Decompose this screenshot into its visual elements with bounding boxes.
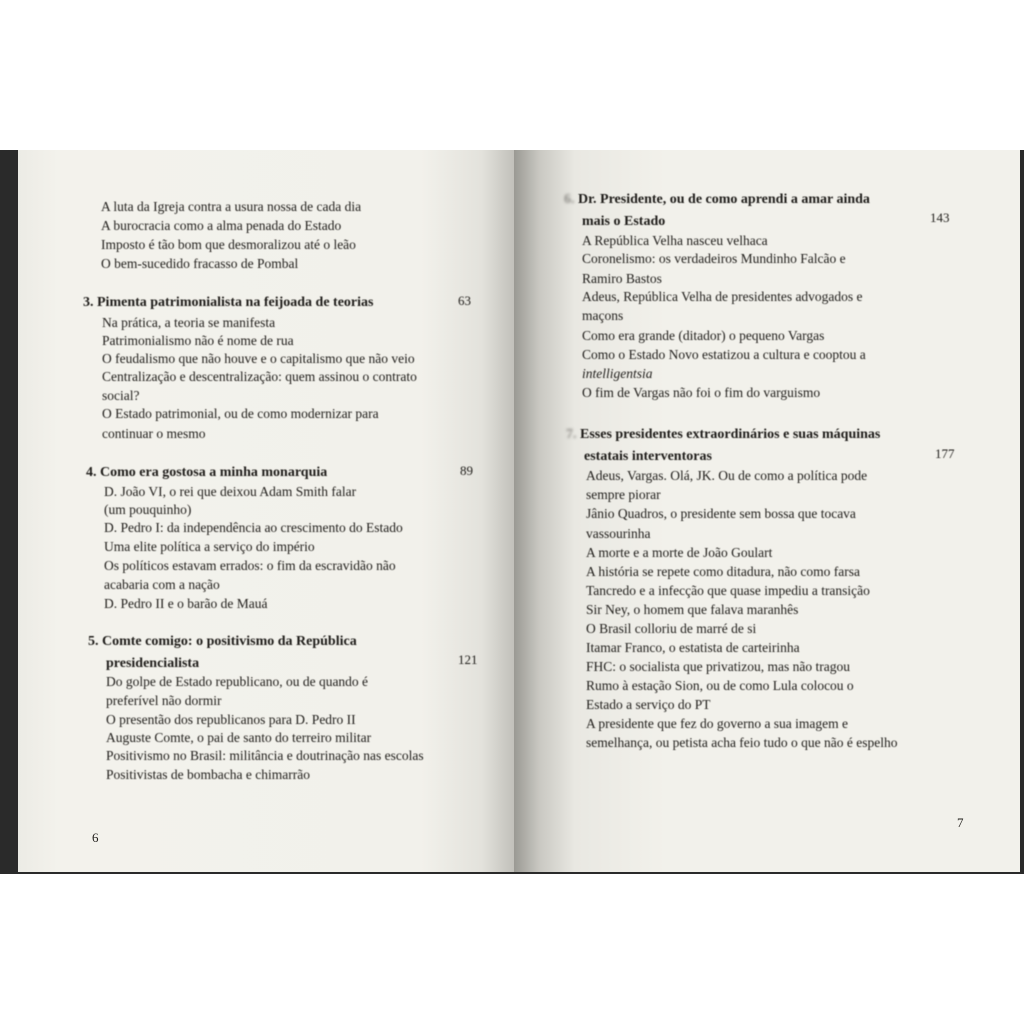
toc-item: O Brasil colloriu de marré de si <box>586 621 757 636</box>
toc-item: Rumo à estação Sion, ou de como Lula colocou o <box>586 678 854 693</box>
toc-item: Adeus, Vargas. Olá, JK. Ou de como a política pode <box>586 468 868 483</box>
toc-item: Auguste Comte, o pai de santo do terreiro militar <box>106 730 372 745</box>
toc-item: O feudalismo que não houve e o capitalismo que não veio <box>102 351 415 366</box>
toc-item: A burocracia como a alma penada do Estado <box>101 218 342 233</box>
chapter-number: 4. <box>86 465 97 480</box>
toc-item: Do golpe de Estado republicano, ou de quando é <box>106 674 369 689</box>
chapter-heading <box>564 192 870 208</box>
toc-item: Como o Estado Novo estatizou a cultura e cooptou a <box>582 347 866 362</box>
toc-item: semelhança, ou petista acha feio tudo o que não é espelho <box>586 735 898 750</box>
chapter-page-number: 89 <box>460 463 473 478</box>
chapter-page-number: 63 <box>458 293 471 308</box>
toc-item: (um pouquinho) <box>104 502 192 517</box>
toc-item: O fim de Vargas não foi o fim do varguismo <box>582 385 821 400</box>
toc-item: preferível não dormir <box>106 693 222 708</box>
chapter-heading <box>83 295 373 311</box>
toc-item: Como era grande (ditador) o pequeno Vargas <box>582 328 825 343</box>
toc-item: A presidente que fez do governo a sua imagem e <box>586 716 849 731</box>
toc-item: Adeus, República Velha de presidentes advogados e <box>582 289 863 304</box>
chapter-title-continued: estatais interventoras <box>584 449 712 464</box>
toc-item: acabaria com a nação <box>104 577 220 592</box>
toc-item: maçons <box>582 308 624 323</box>
chapter-heading <box>566 427 880 443</box>
toc-item: Estado a serviço do PT <box>586 697 711 712</box>
chapter-title-continued: mais o Estado <box>582 214 666 229</box>
chapter-page-number: 143 <box>930 210 950 225</box>
chapter-title: Comte comigo: o positivismo da República <box>102 634 357 649</box>
page-number-right: 7 <box>957 815 964 830</box>
toc-item: social? <box>102 388 140 403</box>
toc-item: Na prática, a teoria se manifesta <box>102 315 276 330</box>
toc-item: Uma elite política a serviço do império <box>104 539 315 554</box>
toc-item: continuar o mesmo <box>102 426 206 441</box>
toc-item: Imposto é tão bom que desmoralizou até o leão <box>101 237 356 252</box>
chapter-page-number: 121 <box>458 652 478 667</box>
page-number-left: 6 <box>92 830 99 845</box>
chapter-number: 7. <box>566 427 577 442</box>
toc-item: Positivistas de bombacha e chimarrão <box>106 767 310 782</box>
chapter-heading <box>88 634 357 650</box>
toc-item: A luta da Igreja contra a usura nossa de cada dia <box>101 199 362 214</box>
toc-item: Itamar Franco, o estatista de carteirinha <box>586 640 800 655</box>
toc-item: sempre piorar <box>586 487 661 502</box>
chapter-title: Pimenta patrimonialista na feijoada de teorias <box>97 295 374 310</box>
toc-item: A história se repete como ditadura, não como farsa <box>586 564 861 579</box>
chapter-number: 5. <box>88 634 99 649</box>
chapter-number: 6. <box>564 192 575 207</box>
chapter-title: Como era gostosa a minha monarquia <box>100 465 328 480</box>
toc-item: O Estado patrimonial, ou de como modernizar para <box>102 406 379 421</box>
toc-item: A República Velha nasceu velhaca <box>582 233 768 248</box>
toc-item: intelligentsia <box>582 366 653 381</box>
toc-item: D. João VI, o rei que deixou Adam Smith falar <box>104 484 357 499</box>
chapter-page-number: 177 <box>935 446 955 461</box>
toc-item: Patrimonialismo não é nome de rua <box>102 333 294 348</box>
toc-item: Os políticos estavam errados: o fim da escravidão não <box>104 558 396 573</box>
toc-item: D. Pedro II e o barão de Mauá <box>104 596 268 611</box>
right-page <box>514 150 1020 872</box>
chapter-number: 3. <box>83 295 94 310</box>
toc-item: Centralização e descentralização: quem assinou o contrato <box>102 369 417 384</box>
toc-item: D. Pedro I: da independência ao crescimento do Estado <box>104 520 403 535</box>
chapter-heading <box>86 465 327 481</box>
toc-item: Jânio Quadros, o presidente sem bossa que tocava <box>586 506 856 521</box>
toc-item: O presentão dos republicanos para D. Pedro II <box>106 712 356 727</box>
toc-item: Sir Ney, o homem que falava maranhês <box>586 602 799 617</box>
chapter-title: Esses presidentes extraordinários e suas máquinas <box>580 427 881 442</box>
toc-item: O bem-sucedido fracasso de Pombal <box>101 256 299 271</box>
chapter-title: Dr. Presidente, ou de como aprendi a amar ainda <box>578 192 870 207</box>
toc-item: vassourinha <box>586 526 651 541</box>
toc-item: FHC: o socialista que privatizou, mas não tragou <box>586 659 850 674</box>
left-page <box>18 150 522 872</box>
chapter-title-continued: presidencialista <box>106 656 200 671</box>
toc-item: Tancredo e a infecção que quase impediu a transição <box>586 583 870 598</box>
toc-item: Positivismo no Brasil: militância e doutrinação nas escolas <box>106 748 424 763</box>
toc-item: Ramiro Bastos <box>582 271 662 286</box>
toc-item: A morte e a morte de João Goulart <box>586 545 773 560</box>
toc-item: Coronelismo: os verdadeiros Mundinho Falcão e <box>582 251 846 266</box>
